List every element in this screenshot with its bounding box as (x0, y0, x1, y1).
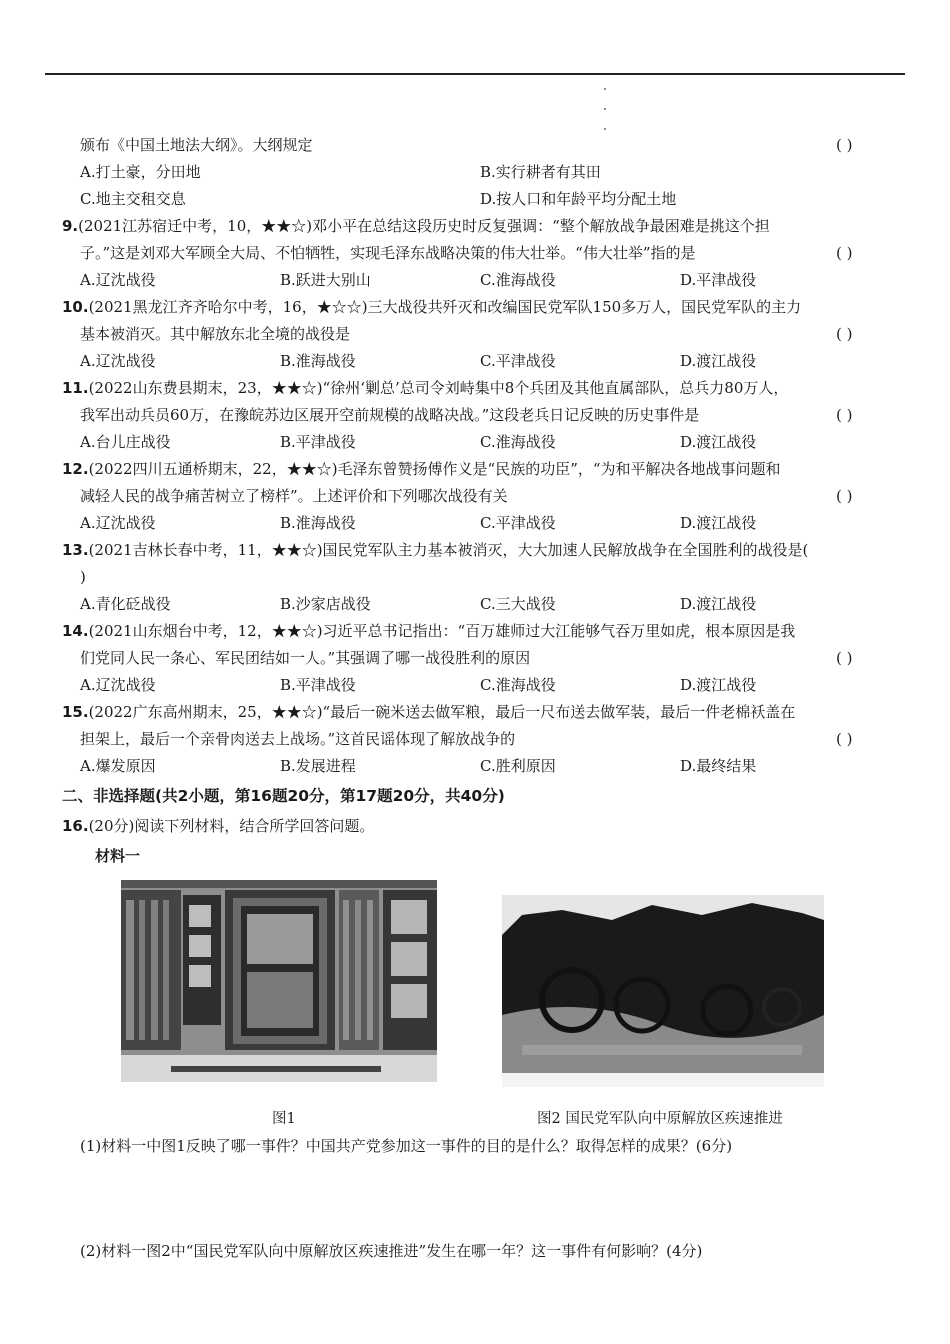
header-rule (45, 73, 905, 75)
q8-option-d: D.按人口和年龄平均分配土地 (480, 190, 677, 208)
q15-option-b: B.发展进程 (280, 757, 356, 775)
q12-answer-paren[interactable]: ( ) (836, 487, 853, 505)
q10-option-a: A.辽沈战役 (80, 352, 156, 370)
q9-text1: (2021江苏宿迁中考，10，★★☆)邓小平在总结这段历史时反复强调：“整个解放战争最困难是挑这个担 (78, 217, 770, 235)
q12-option-c: C.平津战役 (480, 514, 556, 532)
q14-line1 (62, 620, 795, 642)
q9-option-d: D.平津战役 (680, 271, 757, 289)
q15-line1 (62, 701, 795, 723)
q14-text1: (2021山东烟台中考，12，★★☆)习近平总书记指出：“百万雄师过大江能够气吞万里如虎，根本原因是我 (88, 622, 796, 640)
q13-option-d: D.渡江战役 (680, 595, 757, 613)
q12-line1 (62, 458, 781, 480)
q13-option-b: B.沙家店战役 (280, 595, 371, 613)
q9-option-a: A.辽沈战役 (80, 271, 156, 289)
q8-stem: 颁布《中国土地法大纲》。大纲规定 (80, 136, 313, 154)
q9-option-b: B.跃进大别山 (280, 271, 371, 289)
q13-line1 (62, 539, 808, 561)
q9-option-c: C.淮海战役 (480, 271, 556, 289)
q11-line2: 我军出动兵员60万，在豫皖苏边区展开空前规模的战略决战。”这段老兵日记反映的历史事件是 (80, 406, 700, 424)
q15-option-d: D.最终结果 (680, 757, 757, 775)
q8-option-c: C.地主交租交息 (80, 190, 186, 208)
q10-option-d: D.渡江战役 (680, 352, 757, 370)
q11-line1 (62, 377, 788, 399)
q10-line1 (62, 296, 801, 318)
q15-option-a: A.爆发原因 (80, 757, 156, 775)
q12-number: 12. (62, 460, 89, 478)
q15-text1: (2022广东高州期末，25，★★☆)“最后一碗米送去做军粮，最后一尺布送去做军装，最后一件老棉袄盖在 (88, 703, 796, 721)
q16-subquestion-2: (2)材料一图2中“国民党军队向中原解放区疾速推进”发生在哪一年？这一事件有何影响？(4分) (80, 1242, 703, 1260)
q11-option-a: A.台儿庄战役 (80, 433, 171, 451)
figure-2-troops-photo (502, 895, 824, 1087)
q15-option-c: C.胜利原因 (480, 757, 556, 775)
q14-option-b: B.平津战役 (280, 676, 356, 694)
q10-number: 10. (62, 298, 89, 316)
q12-text1: (2022四川五通桥期末，22，★★☆)毛泽东曾赞扬傅作义是“民族的功臣”，“为和平解决各地战事问题和 (88, 460, 781, 478)
scan-dots (604, 86, 610, 132)
q16-intro-line (62, 815, 374, 837)
q11-number: 11. (62, 379, 89, 397)
q11-text1: (2022山东费县期末，23，★★☆)“徐州‘剿总’总司令刘峙集中8个兵团及其他直属部队，总兵力80万人， (88, 379, 789, 397)
figure-1-newspaper-image (121, 880, 437, 1082)
q13-text1: (2021吉林长春中考，11，★★☆)国民党军队主力基本被消灭，大大加速人民解放战争在全国胜利的战役是( (88, 541, 809, 559)
material-one-label: 材料一 (95, 847, 141, 865)
q11-option-b: B.平津战役 (280, 433, 356, 451)
q9-line2: 子。”这是刘邓大军顾全大局、不怕牺牲，实现毛泽东战略决策的伟大壮举。“伟大壮举”指的是 (80, 244, 696, 262)
q13-number: 13. (62, 541, 89, 559)
q15-line2: 担架上，最后一个亲骨肉送去上战场。”这首民谣体现了解放战争的 (80, 730, 516, 748)
q15-number: 15. (62, 703, 89, 721)
q14-line2: 们党同人民一条心、军民团结如一人。”其强调了哪一战役胜利的原因 (80, 649, 531, 667)
q14-option-d: D.渡江战役 (680, 676, 757, 694)
q8-answer-paren[interactable]: ( ) (836, 136, 853, 154)
q16-number: 16. (62, 817, 89, 835)
q10-line2: 基本被消灭。其中解放东北全境的战役是 (80, 325, 351, 343)
q8-option-b: B.实行耕者有其田 (480, 163, 601, 181)
q9-number: 9. (62, 217, 79, 235)
q13-line2[interactable]: ) (80, 568, 86, 586)
q14-number: 14. (62, 622, 89, 640)
q10-option-b: B.淮海战役 (280, 352, 356, 370)
figure-2-caption: 图2 国民党军队向中原解放区疾速推进 (537, 1111, 783, 1127)
q16-intro: (20分)阅读下列材料，结合所学回答问题。 (88, 817, 375, 835)
q10-option-c: C.平津战役 (480, 352, 556, 370)
q12-option-d: D.渡江战役 (680, 514, 757, 532)
q14-option-c: C.淮海战役 (480, 676, 556, 694)
q14-option-a: A.辽沈战役 (80, 676, 156, 694)
q9-answer-paren[interactable]: ( ) (836, 244, 853, 262)
q14-answer-paren[interactable]: ( ) (836, 649, 853, 667)
q11-option-d: D.渡江战役 (680, 433, 757, 451)
q12-option-b: B.淮海战役 (280, 514, 356, 532)
q13-option-a: A.青化砭战役 (80, 595, 171, 613)
q12-option-a: A.辽沈战役 (80, 514, 156, 532)
q15-answer-paren[interactable]: ( ) (836, 730, 853, 748)
section-two-heading: 二、非选择题(共2小题，第16题20分，第17题20分，共40分) (62, 787, 505, 805)
q10-answer-paren[interactable]: ( ) (836, 325, 853, 343)
q12-line2: 减轻人民的战争痛苦树立了榜样”。上述评价和下列哪次战役有关 (80, 487, 508, 505)
q9-line1 (62, 215, 770, 237)
q11-answer-paren[interactable]: ( ) (836, 406, 853, 424)
q11-option-c: C.淮海战役 (480, 433, 556, 451)
q13-option-c: C.三大战役 (480, 595, 556, 613)
q16-subquestion-1: (1)材料一中图1反映了哪一事件？中国共产党参加这一事件的目的是什么？取得怎样的成果？(6分) (80, 1137, 733, 1155)
figure-1-caption: 图1 (272, 1111, 296, 1127)
q10-text1: (2021黑龙江齐齐哈尔中考，16，★☆☆)三大战役共歼灭和改编国民党军队150多万人，国民党军队的主力 (88, 298, 802, 316)
q8-option-a: A.打土豪，分田地 (80, 163, 201, 181)
